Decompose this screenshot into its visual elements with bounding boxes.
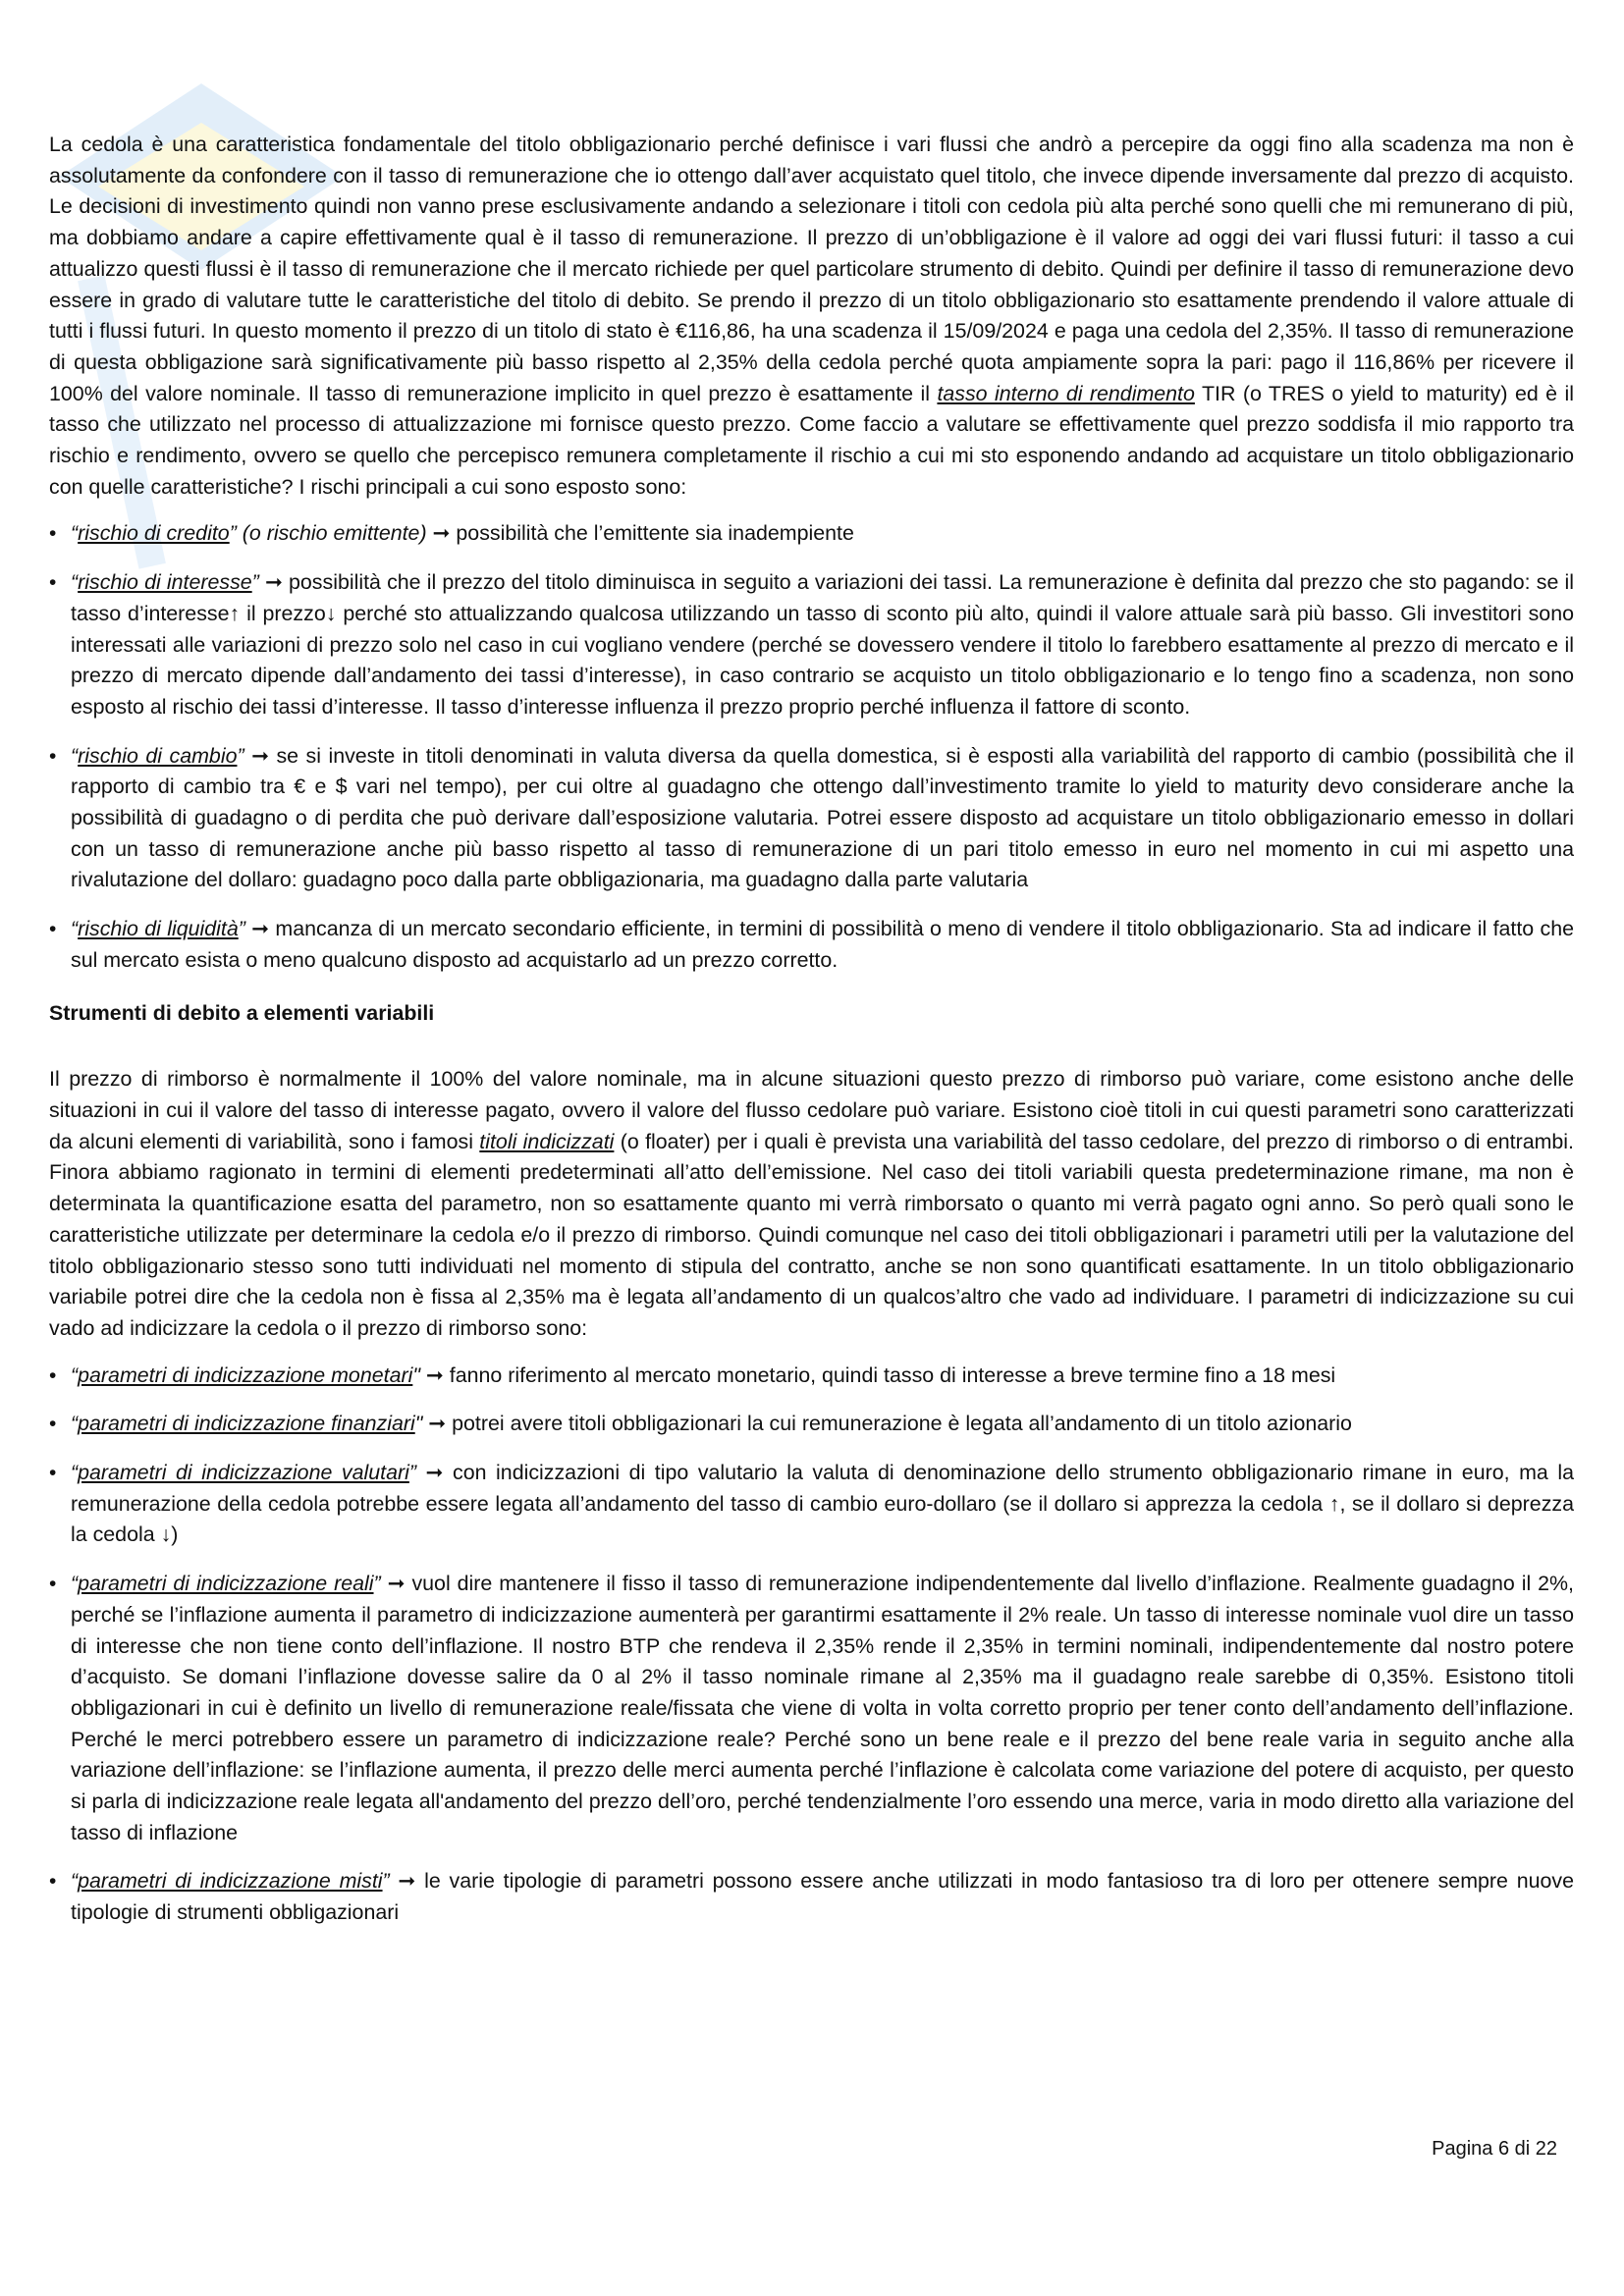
intro-paragraph: La cedola è una caratteristica fondamentale del titolo obbligazionario perché definisce i vari flussi che andrò a percepire da oggi fino alla scadenza ma non è assolutamente da confondere con il tasso di remunerazione che io ottengo dall’aver acquistato quel titolo, che invece dipende inversamente dal prezzo di acquisto. Le decisioni di investimento quindi non vanno prese esclusivamente andando a selezionare i titoli con cedola più alta perché sono quelli che mi remunerano di più, ma dobbiamo andare a capire effettivamente qual è il tasso di remunerazione. Il prezzo di un’obbligazione è il valore ad oggi dei vari flussi futuri: il tasso a cui attualizzo questi flussi è il tasso di remunerazione che il mercato richiede per quel particolare strumento di debito. Quindi per definire il tasso di remunerazione devo essere in grado di valutare tutte le caratteristiche del titolo di debito. Se prendo il prezzo di un titolo obbligazionario sto esattamente prendendo il valore attuale di tutti i flussi futuri. In questo momento il prezzo di un titolo di stato è €116,86, ha una scadenza il 15/09/2024 e paga una cedola del 2,35%. Il tasso di remunerazione di questa obbligazione sarà significativamente più basso rispetto al 2,35% della cedola perché quota ampiamente sopra la pari: pago il 116,86% per ricevere il 100% del valore nominale. Il tasso di remunerazione implicito in quel prezzo è esattamente il tasso interno di rendimento TIR (o TRES o yield to maturity) ed è il tasso che utilizzato nel processo di attualizzazione mi fornisce questo prezzo. Come faccio a valutare se effettivamente quel prezzo soddisfa il mio rapporto tra rischio e rendimento, ovvero se quello che percepisco remunera completamente il rischio a cui mi sto esponendo andando ad acquistare un titolo obbligazionario con quelle caratteristiche? I rischi principali a cui sono esposto sono: [49, 133, 1574, 499]
key-term: parametri di indicizzazione monetari [78, 1362, 413, 1387]
bullet-icon: • [49, 1462, 57, 1485]
key-term: parametri di indicizzazione finanziari [78, 1412, 415, 1436]
bullet-icon: • [49, 1573, 57, 1596]
key-term: rischio di interesse [78, 570, 252, 595]
key-term: tasso interno di rendimento [937, 381, 1195, 405]
list-item: • “rischio di cambio” ➞ se si investe in titoli denominati in valuta diversa da quella domestica, si è esposti alla variabilità del rapporto di cambio (possibilità che il rapporto di cambio tra € e $ vari nel tempo), per cui oltre al guadagno che ottengo dall’investimento tramite lo yield to maturity devo considerare anche la possibilità di guadagno o di perdita che può derivare dall’esposizione valutaria. Potrei essere disposto ad acquistare un titolo obbligazionario emesso in dollari con un tasso di remunerazione anche più basso rispetto al tasso di remunerazione di un pari titolo emesso in euro nel momento in cui mi aspetto una rivalutazione del dollaro: guadagno poco dalla parte obbligazionaria, ma guadagno dalla parte valutaria [49, 741, 1574, 897]
section-paragraph: Il prezzo di rimborso è normalmente il 100% del valore nominale, ma in alcune situazioni questo prezzo di rimborso può variare, come esistono anche delle situazioni in cui il valore del tasso di interesse pagato, ovvero il valore del flusso cedolare può variare. Esistono cioè titoli in cui questi parametri sono caratterizzati da alcuni elementi di variabilità, sono i famosi titoli indicizzati (o floater) per i quali è prevista una variabilità del tasso cedolare, del prezzo di rimborso o di entrambi. Finora abbiamo ragionato in termini di elementi predeterminati all’atto dell’emissione. Nel caso dei titoli variabili questa predeterminazione rimane, ma non è determinata la quantificazione esatta del parametro, non so esattamente quanto mi verrà rimborsato o quanto mi verrà pagato ogni anno. So però quali sono le caratteristiche utilizzate per determinare la cedola e/o il prezzo di rimborso. Quindi comunque nel caso dei titoli obbligazionari i parametri utili per la valutazione del titolo obbligazionario stesso sono tutti individuati nel momento di stipula del contratto, anche se non sono quantificati esattamente. In un titolo obbligazionario variabile potrei dire che la cedola non è fissa al 2,35% ma è legata all’andamento di un qualcos’altro che vado ad individuare. I parametri di indicizzazione su cui vado ad indicizzare la cedola o il prezzo di rimborso sono: [49, 1067, 1574, 1340]
bullet-icon: • [49, 744, 57, 768]
bullet-icon: • [49, 1413, 57, 1436]
list-item: • “rischio di credito” (o rischio emittente) ➞ possibilità che l’emittente sia inadempiente [49, 518, 1574, 550]
list-item: • “rischio di interesse” ➞ possibilità che il prezzo del titolo diminuisca in seguito a variazioni dei tassi. La remunerazione è definita dal prezzo che sto pagando: se il tasso d’interesse↑ il prezzo↓ perché sto attualizzando qualcosa utilizzando un tasso di sconto più alto, quindi il valore attuale sarà più basso. Gli investitori sono interessati alle variazioni di prezzo solo nel caso in cui vogliano vendere (perché se dovessero vendere il titolo lo farebbero esattamente al prezzo di mercato e il prezzo di mercato dipende dall’andamento dei tassi d’interesse), in caso contrario se acquisto un titolo obbligazionario e lo tengo fino a scadenza, non sono esposto al rischio dei tassi d’interesse. Il tasso d’interesse influenza il prezzo proprio perché influenza il fattore di sconto. [49, 567, 1574, 723]
bullet-icon: • [49, 918, 57, 941]
bullet-icon: • [49, 571, 57, 595]
section-heading: Strumenti di debito a elementi variabili [49, 1000, 435, 1025]
list-item: • “parametri di indicizzazione valutari” ➞ con indicizzazioni di tipo valutario la valuta di denominazione dello strumento obbligazionario rimane in euro, ma la remunerazione della cedola potrebbe essere legata all’andamento del tasso di cambio euro-dollaro (se il dollaro si apprezza la cedola ↑, se il dollaro si deprezza la cedola ↓) [49, 1458, 1574, 1551]
key-term: rischio di credito [78, 521, 230, 546]
key-term: parametri di indicizzazione valutari [78, 1461, 409, 1485]
risk-list [49, 518, 1574, 976]
bullet-icon: • [49, 522, 57, 546]
key-term: parametri di indicizzazione reali [78, 1572, 374, 1596]
key-term: rischio di liquidità [78, 917, 239, 941]
list-item: • “parametri di indicizzazione finanziari" ➞ potrei avere titoli obbligazionari la cui remunerazione è legata all’andamento di un titolo azionario [49, 1409, 1574, 1440]
list-item: • “parametri di indicizzazione reali” ➞ vuol dire mantenere il fisso il tasso di remunerazione indipendentemente dal livello d’inflazione. Realmente guadagno il 2%, perché se l’inflazione aumenta il parametro di indicizzazione aumenterà per garantirmi esattamente il 2% reale. Un tasso di interesse nominale vuol dire un tasso di interesse che non tiene conto dell’inflazione. Il nostro BTP che rendeva il 2,35% rende il 2,35% in termini nominali, indipendentemente dal nostro potere d’acquisto. Se domani l’inflazione dovesse salire da 0 al 2% il tasso nominale rimane al 2,35% ma il guadagno reale sarebbe di 0,35%. Esistono titoli obbligazionari in cui è definito un livello di remunerazione reale/fissata che viene di volta in volta corretto proprio per tener conto dell’andamento dell’inflazione. Perché le merci potrebbero essere un parametro di indicizzazione reale? Perché sono un bene reale e il prezzo del bene reale varia in seguito anche alla variazione dell’inflazione: se l’inflazione aumenta, il prezzo delle merci aumenta perché l’inflazione è calcolata come variazione del potere di acquisto, per questo si parla di indicizzazione reale legata all'andamento del prezzo dell’oro, perché tendenzialmente l’oro essendo una merce, varia in modo diretto alla variazione del tasso di inflazione [49, 1569, 1574, 1848]
bullet-icon: • [49, 1363, 57, 1387]
indexing-parameter-list [49, 1361, 1574, 1929]
list-item: • “rischio di liquidità” ➞ mancanza di un mercato secondario efficiente, in termini di possibilità o meno di vendere il titolo obbligazionario. Sta ad indicare il fatto che sul mercato esista o meno qualcuno disposto ad acquistarlo ad un prezzo corretto. [49, 914, 1574, 976]
document-page [49, 130, 1574, 1947]
bullet-icon: • [49, 1870, 57, 1894]
list-item: • “parametri di indicizzazione misti” ➞ le varie tipologie di parametri possono essere anche utilizzati in modo fantasioso tra di loro per ottenere sempre nuove tipologie di strumenti obbligazionari [49, 1866, 1574, 1928]
page-number: Pagina 6 di 22 [1432, 2138, 1557, 2160]
key-term: parametri di indicizzazione misti [78, 1869, 383, 1894]
key-term: rischio di cambio [78, 743, 238, 768]
key-term: titoli indicizzati [479, 1129, 615, 1153]
list-item: • “parametri di indicizzazione monetari" ➞ fanno riferimento al mercato monetario, quindi tasso di interesse a breve termine fino a 18 mesi [49, 1361, 1574, 1392]
